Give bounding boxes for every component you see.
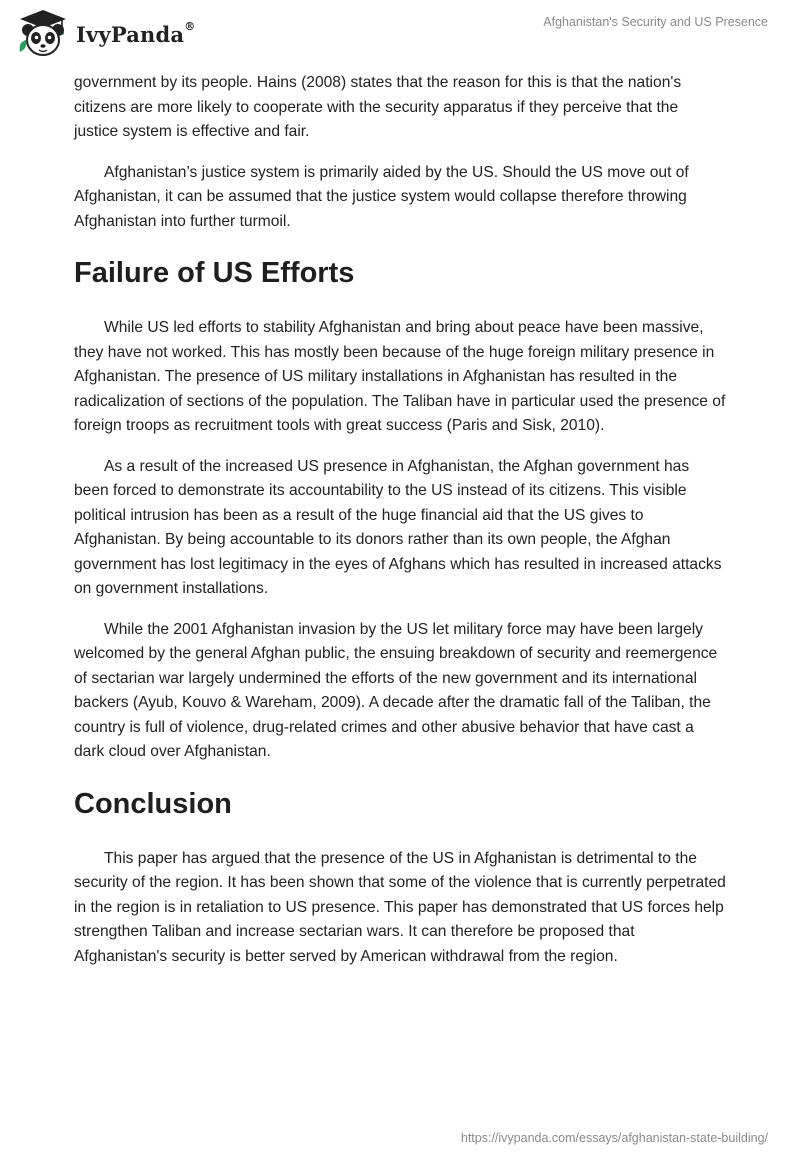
paragraph-us-efforts: While US led efforts to stability Afghanistan and bring about peace have been massive, they have not worked. This has mostly been because of the huge foreign military presence in Afghanistan. The presence of US military installations in Afghanistan has resulted in the radicalization of sections of the population. The Taliban have in particular used the presence of foreign troops as recruitment tools with great success (Paris and Sisk, 2010). <box>74 319 726 434</box>
paragraph-justice-system: Afghanistan’s justice system is primarily aided by the US. Should the US move out of Afghanistan, it can be assumed that the justice system would collapse therefore throwing Afghanistan into further turmoil. <box>74 163 689 230</box>
source-url-link[interactable]: https://ivypanda.com/essays/afghanistan-state-building/ <box>460 1131 768 1145</box>
paragraph-justice-continued: government by its people. Hains (2008) states that the reason for this is that the nation's citizens are more likely to cooperate with the security apparatus if they perceive that the justice system is effective and fair. <box>74 74 682 140</box>
essay-body <box>74 71 726 985</box>
heading-failure-of-us-efforts: Failure of US Efforts <box>74 257 355 289</box>
panda-graduate-icon <box>16 8 70 60</box>
paragraph-invasion: While the 2001 Afghanistan invasion by the US let military force may have been largely welcomed by the general Afghan public, the ensuing breakdown of security and reemergence of sectarian war largely undermined the efforts of the new government and its international backers (Ayub, Kouvo & Wareham, 2009). A decade after the dramatic fall of the Taliban, the country is full of violence, drug-related crimes and other abusive behavior that have cast a dark cloud over Afghanistan. <box>74 620 718 760</box>
paragraph-accountability: As a result of the increased US presence in Afghanistan, the Afghan government has been forced to demonstrate its accountability to the US instead of its citizens. This visible political intrusion has been as a result of the huge financial aid that the US gives to Afghanistan. By being accountable to its donors rather than its own people, the Afghan government has lost legitimacy in the eyes of Afghans which has resulted in increased attacks on government installations. <box>74 457 722 597</box>
document-title: Afghanistan's Security and US Presence <box>543 15 768 29</box>
logo-wordmark: IvyPanda® <box>76 19 196 47</box>
page-header <box>0 0 800 70</box>
ivypanda-logo[interactable] <box>16 8 195 60</box>
heading-conclusion: Conclusion <box>74 787 232 820</box>
paragraph-conclusion: This paper has argued that the presence of the US in Afghanistan is detrimental to the security of the region. It has been shown that some of the violence that is currently perpetrated in the region is in retaliation to US presence. This paper has demonstrated that US forces help strengthen Taliban and increase sectarian wars. It can therefore be proposed that Afghanistan's security is better served by American withdrawal from the region. <box>74 849 726 965</box>
registered-mark: ® <box>184 19 196 33</box>
